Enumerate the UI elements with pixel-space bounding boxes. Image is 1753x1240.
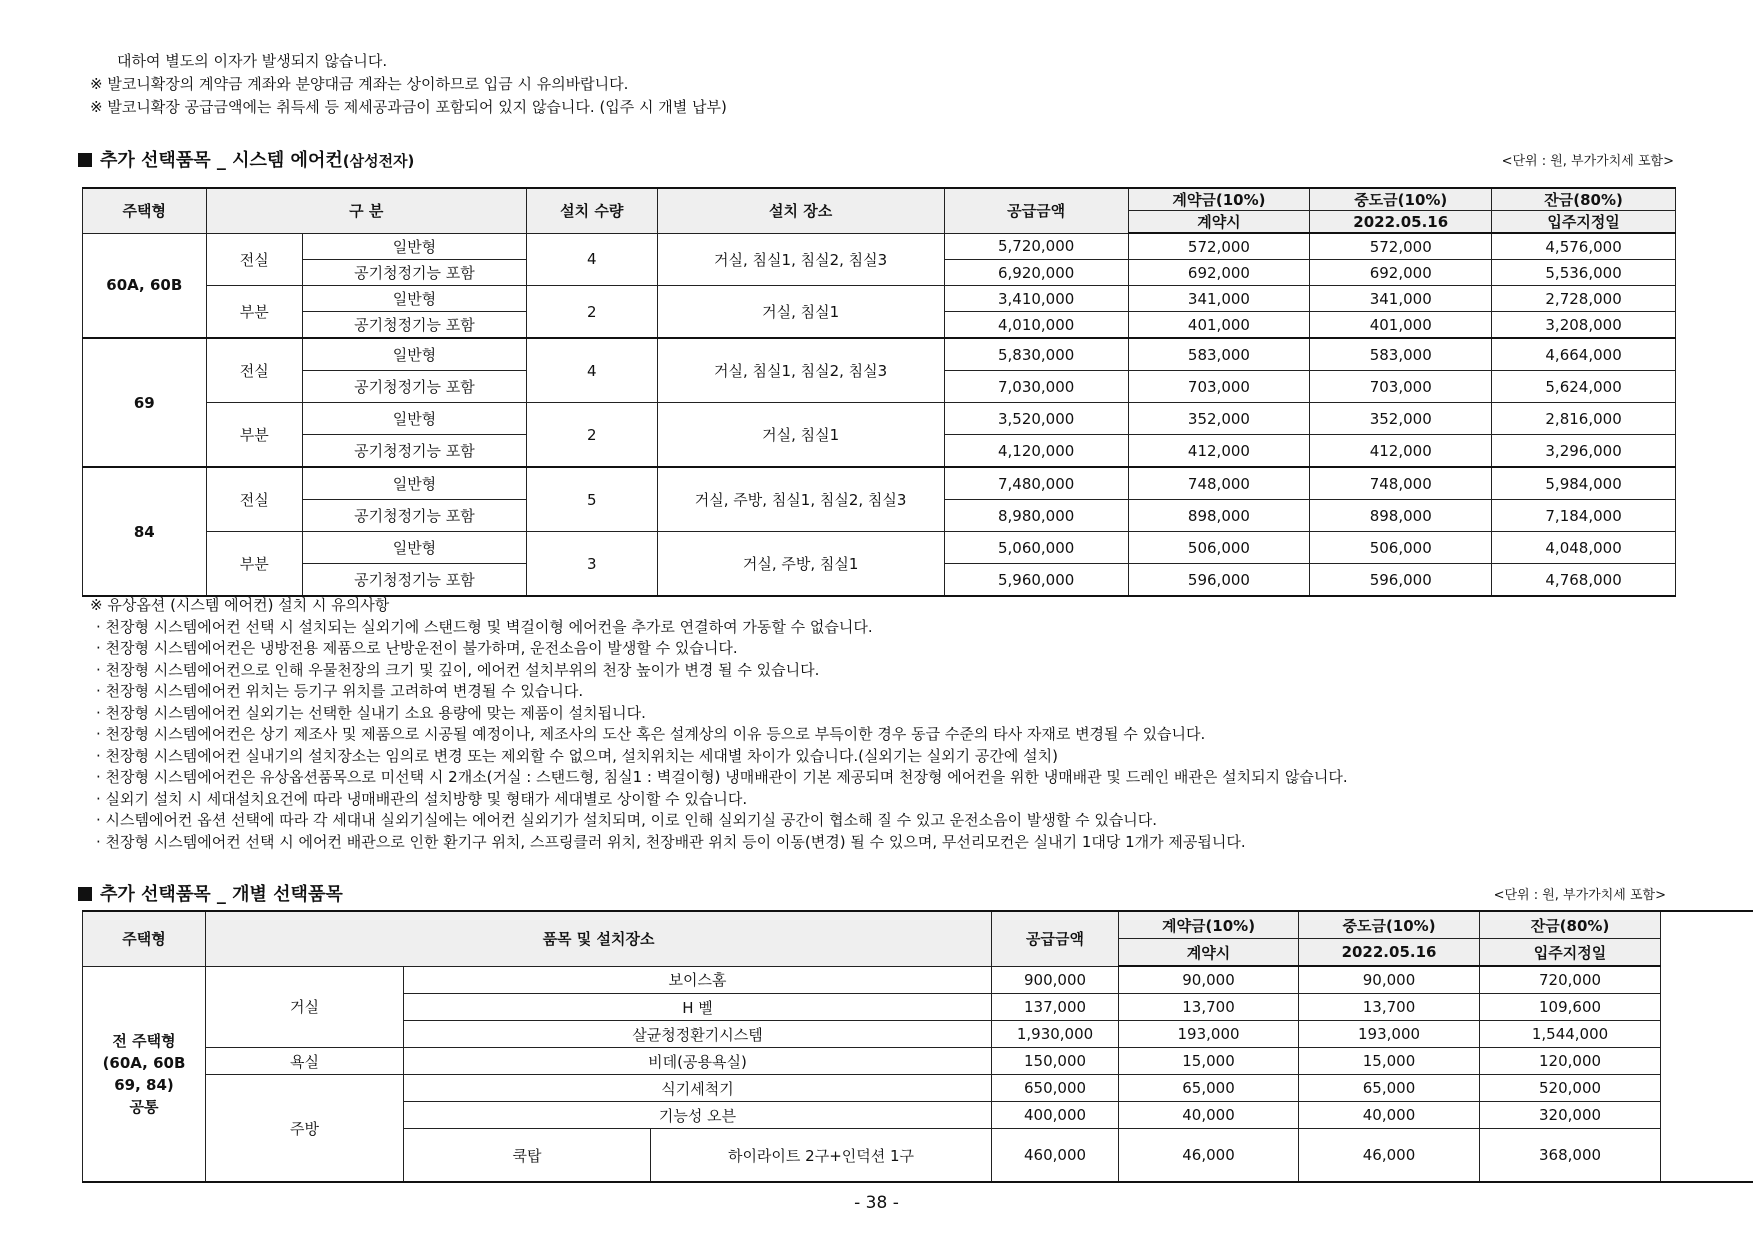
deposit-cell: 583,000 <box>1128 338 1310 371</box>
section-title <box>78 880 343 906</box>
interim-cell: 90,000 <box>1299 966 1480 994</box>
deposit-cell: 596,000 <box>1128 564 1310 597</box>
header-interim-when: 2022.05.16 <box>1310 211 1492 234</box>
place-cell: 거실, 침실1 <box>657 286 944 339</box>
section-header-aircon <box>78 146 1674 172</box>
kind-cell: 공기청정기능 포함 <box>302 500 526 532</box>
item-cell: 기능성 오븐 <box>404 1102 992 1129</box>
place-cell: 거실, 침실1, 침실2, 침실3 <box>657 338 944 403</box>
intro-line: 대하여 별도의 이자가 발생되지 않습니다. <box>117 52 388 70</box>
header-place: 설치 장소 <box>657 188 944 233</box>
deposit-cell: 692,000 <box>1128 260 1310 286</box>
scope-cell: 부분 <box>206 532 302 597</box>
balance-cell: 5,624,000 <box>1492 371 1676 403</box>
table-row <box>83 467 1676 500</box>
interim-cell: 193,000 <box>1299 1021 1480 1048</box>
supply-cell: 7,030,000 <box>944 371 1128 403</box>
header-interim-when: 2022.05.16 <box>1299 939 1480 967</box>
deposit-cell: 90,000 <box>1119 966 1299 994</box>
item-cell: 쿡탑 <box>404 1129 651 1183</box>
intro-line: ※ 발코니확장 공급금액에는 취득세 등 제세공과금이 포함되어 있지 않습니다. (입주 시 개별 납부) <box>90 98 727 116</box>
qty-cell: 2 <box>526 286 657 339</box>
supply-cell: 6,920,000 <box>944 260 1128 286</box>
balance-cell: 7,184,000 <box>1492 500 1676 532</box>
deposit-cell: 341,000 <box>1128 286 1310 312</box>
house-type-cell: 84 <box>83 467 207 596</box>
scope-cell: 전실 <box>206 338 302 403</box>
supply-cell: 7,480,000 <box>944 467 1128 500</box>
deposit-cell: 401,000 <box>1128 312 1310 339</box>
qty-cell: 4 <box>526 233 657 286</box>
balance-cell: 109,600 <box>1480 994 1661 1021</box>
supply-cell: 1,930,000 <box>992 1021 1119 1048</box>
balance-cell: 3,208,000 <box>1492 312 1676 339</box>
place-cell: 거실, 침실1 <box>657 403 944 468</box>
interim-cell: 596,000 <box>1310 564 1492 597</box>
room-cell: 거실 <box>206 966 404 1048</box>
place-cell: 거실, 침실1, 침실2, 침실3 <box>657 233 944 286</box>
supply-cell: 4,120,000 <box>944 435 1128 468</box>
scope-cell: 전실 <box>206 233 302 286</box>
table-row <box>83 1048 1753 1075</box>
note-item: · 천장형 시스템에어컨은 냉방전용 제품으로 난방운전이 불가하며, 운전소음이 발생할 수 있습니다. <box>96 639 738 657</box>
supply-cell: 5,060,000 <box>944 532 1128 564</box>
balance-cell: 4,664,000 <box>1492 338 1676 371</box>
header-balance: 잔금(80%) <box>1492 188 1676 211</box>
qty-cell: 3 <box>526 532 657 597</box>
deposit-cell: 13,700 <box>1119 994 1299 1021</box>
house-type-cell <box>83 966 206 1182</box>
header-type: 주택형 <box>83 188 207 233</box>
deposit-cell: 15,000 <box>1119 1048 1299 1075</box>
interim-cell: 15,000 <box>1299 1048 1480 1075</box>
header-balance: 잔금(80%) <box>1480 911 1661 939</box>
balance-cell: 520,000 <box>1480 1075 1661 1102</box>
note-item: · 천장형 시스템에어컨은 유상옵션품목으로 미선택 시 2개소(거실 : 스탠드형, 침실1 : 벽걸이형) 냉매배관이 기본 제공되며 천장형 에어컨을 위한 냉매배관 및 드레인 배관은 설치되지 않습니다. <box>96 768 1348 786</box>
interim-cell: 40,000 <box>1299 1102 1480 1129</box>
balance-cell: 720,000 <box>1480 966 1661 994</box>
aircon-price-table <box>82 187 1676 597</box>
item-cell: 살균청정환기시스템 <box>404 1021 992 1048</box>
section-header-individual <box>78 880 1666 906</box>
header-interim: 중도금(10%) <box>1310 188 1492 211</box>
supply-cell: 3,410,000 <box>944 286 1128 312</box>
item-detail-cell: 하이라이트 2구+인덕션 1구 <box>651 1129 992 1183</box>
table-row <box>83 233 1676 260</box>
interim-cell: 341,000 <box>1310 286 1492 312</box>
deposit-cell: 748,000 <box>1128 467 1310 500</box>
balance-cell: 4,048,000 <box>1492 532 1676 564</box>
place-cell: 거실, 주방, 침실1, 침실2, 침실3 <box>657 467 944 532</box>
supply-cell: 900,000 <box>992 966 1119 994</box>
balance-cell: 3,296,000 <box>1492 435 1676 468</box>
table-row <box>83 532 1676 564</box>
item-cell: 보이스홈 <box>404 966 992 994</box>
room-cell: 주방 <box>206 1075 404 1183</box>
balance-cell: 4,576,000 <box>1492 233 1676 260</box>
balance-cell: 320,000 <box>1480 1102 1661 1129</box>
interim-cell: 692,000 <box>1310 260 1492 286</box>
scope-cell: 전실 <box>206 467 302 532</box>
note-item: · 천장형 시스템에어컨 실외기는 선택한 실내기 소요 용량에 맞는 제품이 설치됩니다. <box>96 703 646 722</box>
deposit-cell: 65,000 <box>1119 1075 1299 1102</box>
supply-cell: 400,000 <box>992 1102 1119 1129</box>
interim-cell: 572,000 <box>1310 233 1492 260</box>
item-cell: 비데(공용욕실) <box>404 1048 992 1075</box>
supply-cell: 137,000 <box>992 994 1119 1021</box>
place-cell: 거실, 주방, 침실1 <box>657 532 944 597</box>
house-type-line: 69, 84) <box>114 1075 174 1094</box>
table-row <box>83 286 1676 312</box>
table-row <box>83 338 1676 371</box>
interim-cell: 703,000 <box>1310 371 1492 403</box>
supply-cell: 3,520,000 <box>944 403 1128 435</box>
section-title-text: 추가 선택품목 _ 시스템 에어컨 <box>100 150 343 171</box>
room-cell: 욕실 <box>206 1048 404 1075</box>
kind-cell: 공기청정기능 포함 <box>302 312 526 339</box>
deposit-cell: 46,000 <box>1119 1129 1299 1183</box>
unit-note: <단위 : 원, 부가가치세 포함> <box>1501 154 1674 169</box>
interim-cell: 401,000 <box>1310 312 1492 339</box>
house-type-line: 전 주택형 <box>112 1031 176 1050</box>
header-division: 구 분 <box>206 188 526 233</box>
table-row <box>83 403 1676 435</box>
header-deposit-when: 계약시 <box>1128 211 1310 234</box>
balance-cell: 4,768,000 <box>1492 564 1676 597</box>
header-deposit: 계약금(10%) <box>1119 911 1299 939</box>
intro-notes <box>90 50 727 119</box>
note-item: · 시스템에어컨 옵션 선택에 따라 각 세대내 실외기실에는 에어컨 실외기가 설치되며, 이로 인해 실외기실 공간이 협소해 질 수 있고 운전소음이 발생할 수 있습니다. <box>96 811 1158 829</box>
balance-cell: 2,816,000 <box>1492 403 1676 435</box>
kind-cell: 일반형 <box>302 403 526 435</box>
supply-cell: 650,000 <box>992 1075 1119 1102</box>
kind-cell: 일반형 <box>302 286 526 312</box>
deposit-cell: 352,000 <box>1128 403 1310 435</box>
deposit-cell: 898,000 <box>1128 500 1310 532</box>
header-balance-when: 입주지정일 <box>1492 211 1676 234</box>
square-bullet-icon <box>78 153 92 167</box>
kind-cell: 일반형 <box>302 338 526 371</box>
header-balance-when: 입주지정일 <box>1480 939 1661 967</box>
item-cell: H 벨 <box>404 994 992 1021</box>
table-row <box>83 966 1753 994</box>
qty-cell: 5 <box>526 467 657 532</box>
qty-cell: 2 <box>526 403 657 468</box>
deposit-cell: 40,000 <box>1119 1102 1299 1129</box>
kind-cell: 공기청정기능 포함 <box>302 564 526 597</box>
kind-cell: 일반형 <box>302 233 526 260</box>
header-qty: 설치 수량 <box>526 188 657 233</box>
interim-cell: 412,000 <box>1310 435 1492 468</box>
interim-cell: 46,000 <box>1299 1129 1480 1183</box>
note-item: · 실외기 설치 시 세대설치요건에 따라 냉매배관의 설치방향 및 형태가 세대별로 상이할 수 있습니다. <box>96 789 748 808</box>
supply-cell: 5,960,000 <box>944 564 1128 597</box>
header-type: 주택형 <box>83 911 206 966</box>
interim-cell: 65,000 <box>1299 1075 1480 1102</box>
table-row <box>83 1075 1753 1102</box>
supply-cell: 150,000 <box>992 1048 1119 1075</box>
header-supply: 공급금액 <box>992 911 1119 966</box>
deposit-cell: 193,000 <box>1119 1021 1299 1048</box>
aircon-notes <box>90 595 1348 853</box>
table-header-row <box>83 188 1676 211</box>
house-type-cell: 60A, 60B <box>83 233 207 338</box>
supply-cell: 4,010,000 <box>944 312 1128 339</box>
note-item: · 천장형 시스템에어컨 실내기의 설치장소는 임의로 변경 또는 제외할 수 없으며, 설치위치는 세대별 차이가 있습니다.(실외기는 실외기 공간에 설치) <box>96 746 1058 765</box>
interim-cell: 583,000 <box>1310 338 1492 371</box>
supply-cell: 460,000 <box>992 1129 1119 1183</box>
interim-cell: 506,000 <box>1310 532 1492 564</box>
scope-cell: 부분 <box>206 403 302 468</box>
deposit-cell: 703,000 <box>1128 371 1310 403</box>
section-title <box>78 146 414 172</box>
balance-cell: 2,728,000 <box>1492 286 1676 312</box>
item-cell: 식기세척기 <box>404 1075 992 1102</box>
kind-cell: 일반형 <box>302 532 526 564</box>
scope-cell: 부분 <box>206 286 302 339</box>
kind-cell: 일반형 <box>302 467 526 500</box>
note-item: · 천장형 시스템에어컨 선택 시 설치되는 실외기에 스탠드형 및 벽걸이형 에어컨을 추가로 연결하여 가동할 수 없습니다. <box>96 617 873 636</box>
house-type-line: 공통 <box>129 1097 159 1116</box>
kind-cell: 공기청정기능 포함 <box>302 371 526 403</box>
header-supply: 공급금액 <box>944 188 1128 233</box>
supply-cell: 5,830,000 <box>944 338 1128 371</box>
individual-options-table <box>82 910 1753 1183</box>
notes-title: ※ 유상옵션 (시스템 에어컨) 설치 시 유의사항 <box>90 596 390 614</box>
page-number: - 38 - <box>854 1193 899 1213</box>
note-item: · 천장형 시스템에어컨 선택 시 에어컨 배관으로 인한 환기구 위치, 스프링클러 위치, 천장배관 위치 등이 이동(변경) 될 수 있으며, 무선리모컨은 실내기 1대당 1개가 제공됩니다. <box>96 832 1246 851</box>
interim-cell: 352,000 <box>1310 403 1492 435</box>
supply-cell: 8,980,000 <box>944 500 1128 532</box>
balance-cell: 120,000 <box>1480 1048 1661 1075</box>
kind-cell: 공기청정기능 포함 <box>302 260 526 286</box>
square-bullet-icon <box>78 887 92 901</box>
balance-cell: 5,536,000 <box>1492 260 1676 286</box>
interim-cell: 13,700 <box>1299 994 1480 1021</box>
note-item: · 천장형 시스템에어컨은 상기 제조사 및 제품으로 시공될 예정이나, 제조사의 도산 혹은 설계상의 이유 등으로 부득이한 경우 동급 수준의 타사 자재로 변경될 수 있습니다. <box>96 725 1206 743</box>
header-deposit-when: 계약시 <box>1119 939 1299 967</box>
deposit-cell: 412,000 <box>1128 435 1310 468</box>
interim-cell: 898,000 <box>1310 500 1492 532</box>
section-title-suffix: (삼성전자) <box>342 152 415 170</box>
deposit-cell: 506,000 <box>1128 532 1310 564</box>
house-type-line: (60A, 60B <box>102 1053 186 1072</box>
header-item: 품목 및 설치장소 <box>206 911 992 966</box>
table-header-row <box>83 911 1753 939</box>
kind-cell: 공기청정기능 포함 <box>302 435 526 468</box>
note-item: · 천장형 시스템에어컨으로 인해 우물천장의 크기 및 깊이, 에어컨 설치부위의 천장 높이가 변경 될 수 있습니다. <box>96 660 820 679</box>
unit-note: <단위 : 원, 부가가치세 포함> <box>1493 888 1666 903</box>
section-title-text: 추가 선택품목 _ 개별 선택품목 <box>100 884 343 905</box>
balance-cell: 368,000 <box>1480 1129 1661 1183</box>
note-item: · 천장형 시스템에어컨 위치는 등기구 위치를 고려하여 변경될 수 있습니다. <box>96 682 584 700</box>
header-deposit: 계약금(10%) <box>1128 188 1310 211</box>
header-interim: 중도금(10%) <box>1299 911 1480 939</box>
house-type-cell: 69 <box>83 338 207 467</box>
balance-cell: 5,984,000 <box>1492 467 1676 500</box>
supply-cell: 5,720,000 <box>944 233 1128 260</box>
deposit-cell: 572,000 <box>1128 233 1310 260</box>
intro-line: ※ 발코니확장의 계약금 계좌와 분양대금 계좌는 상이하므로 입금 시 유의바랍니다. <box>90 75 629 93</box>
qty-cell: 4 <box>526 338 657 403</box>
balance-cell: 1,544,000 <box>1480 1021 1661 1048</box>
interim-cell: 748,000 <box>1310 467 1492 500</box>
